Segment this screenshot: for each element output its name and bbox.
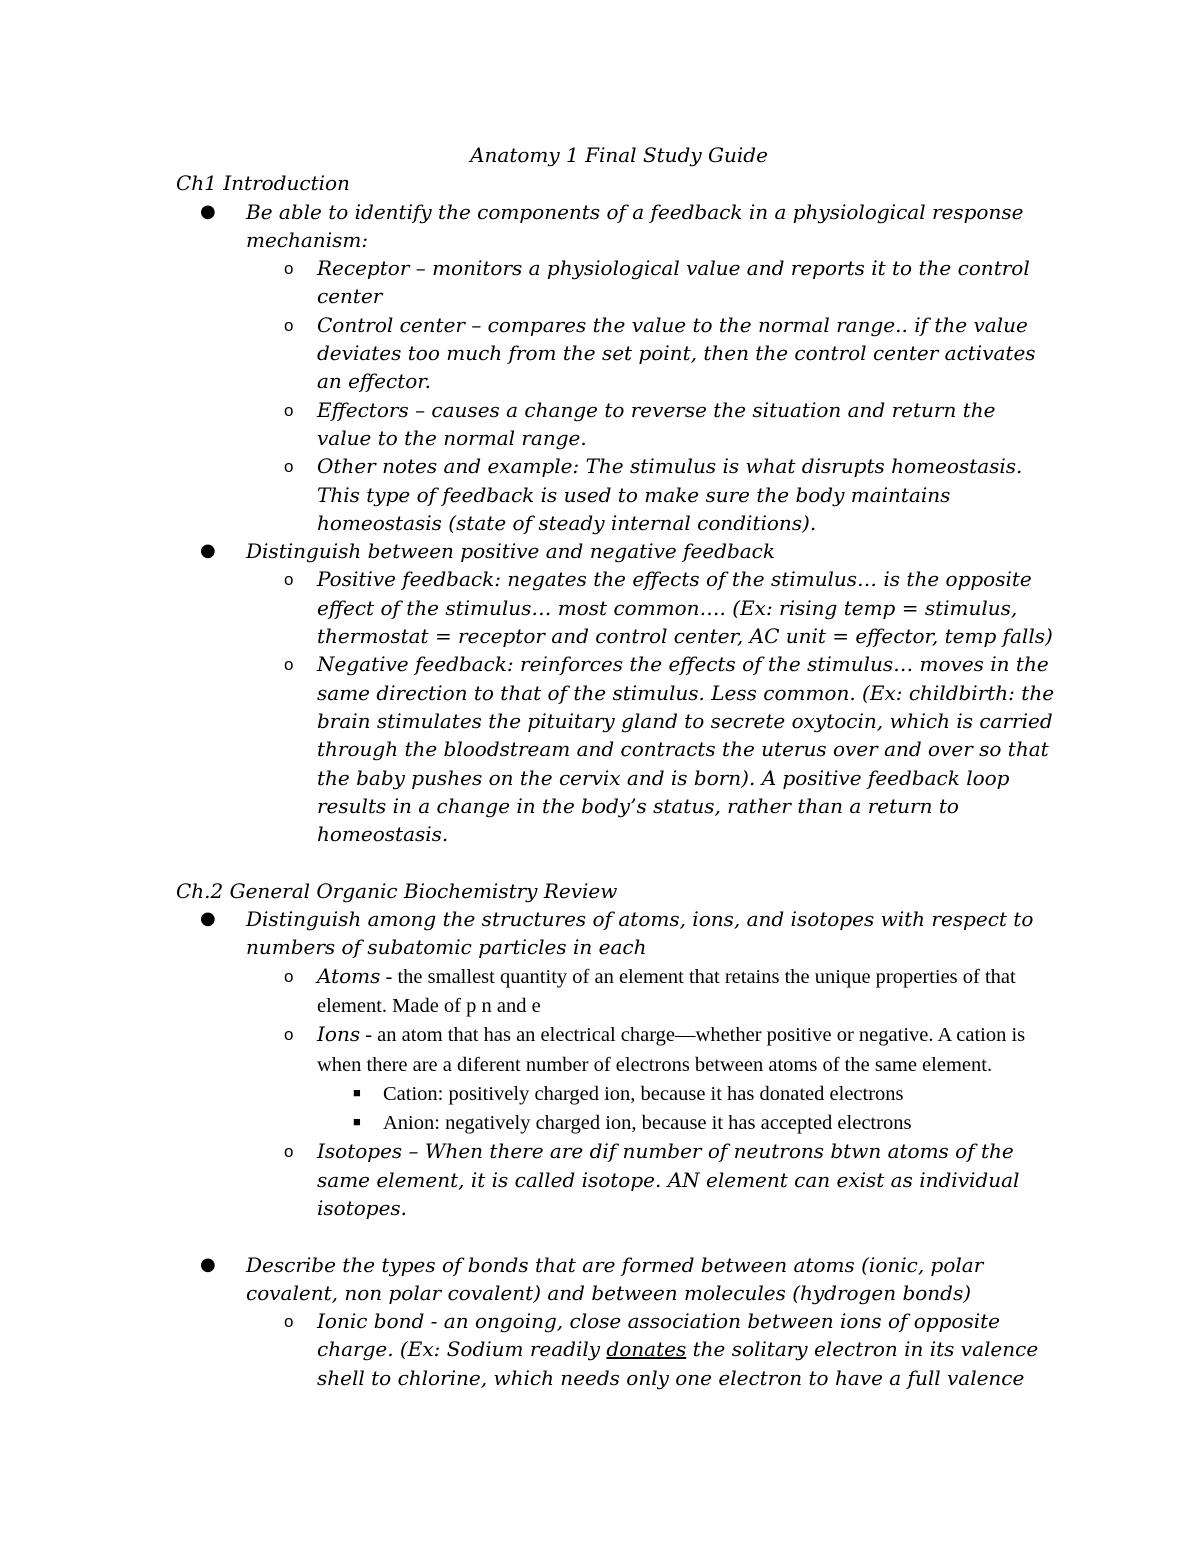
sub-list-item [246,650,1056,848]
document-title: Anatomy 1 Final Study Guide [470,143,768,167]
sub-list-item [246,1307,1056,1392]
sub-list [246,1307,1056,1392]
sub-sub-list-item-text: Cation: positively charged ion, because it has donated electrons [383,1082,904,1105]
sub-list-item [246,565,1056,650]
sub-list-item-text: the solitary electron in its valence shell to chlorine, which needs only one electron to have a full valence [317,1337,1039,1390]
sub-list-item-text: Control center – compares the value to the normal range.. if the value deviates too much from the set point, then the control center activates an effector. [317,312,1036,394]
sub-list-item-text: - an atom that has an electrical charge—whether positive or negative. A cation is when there are a diferent number of electrons between atoms of the same element. [317,1024,1026,1076]
circle-bullet-icon: o [284,1025,294,1045]
underlined-word: donates [606,1337,687,1362]
sub-sub-list-item [317,1079,1056,1108]
sub-list-item-text: Negative feedback: reinforces the effects of the stimulus… moves in the same direction to that of the stimulus. Less common. (Ex: childbirth: the brain stimulates the pituitary gland to secrete oxytocin, which is carried through the bloodstream and contracts the uterus over and over so that the baby pushes on the cervix and is born). A positive feedback loop results in a change in the body’s status, rather than a return to homeostasis. [317,652,1055,847]
sub-list-item-text: - the smallest quantity of an element that retains the unique properties of that element. Made of p n and e [317,965,1016,1017]
circle-bullet-icon: o [284,1142,294,1162]
paragraph-gap [176,1222,1056,1250]
circle-bullet-icon: o [284,655,294,675]
list-item [176,1251,1056,1392]
sub-list [246,565,1056,848]
document-body [176,141,1056,1392]
bullet-icon: ● [200,908,216,930]
term-ions: Ions [317,1022,361,1047]
sub-list-item-text: Isotopes – When there are dif number of neutrons btwn atoms of the same element, it is called isotope. AN element can exist as individual isotopes. [317,1139,1020,1220]
list-item-text: Distinguish among the structures of atoms, ions, and isotopes with respect to numbers of subatomic particles in each [246,907,1034,960]
term-atoms: Atoms [317,963,381,988]
section-ch2 [176,877,1056,1392]
bullet-icon: ● [200,540,216,562]
sub-list-item [246,1020,1056,1137]
sub-list-item-text: Ionic bond - an ongoing, close association between ions of opposite charge. (Ex: Sodium readily [317,1309,1000,1362]
circle-bullet-icon: o [284,570,294,590]
sub-list-item [246,1137,1056,1222]
sub-list-item-text: Receptor – monitors a physiological value and reports it to the control center [317,256,1030,309]
square-bullet-icon: ■ [353,1084,361,1100]
section-heading: Ch1 Introduction [176,171,350,196]
paragraph-gap [176,848,1056,876]
sub-list-item-text: Effectors – causes a change to reverse the situation and return the value to the normal range. [317,397,996,450]
list-item-text: Describe the types of bonds that are formed between atoms (ionic, polar covalent, non polar covalent) and between molecules (hydrogen bonds) [246,1252,984,1305]
circle-bullet-icon: o [284,1312,294,1332]
square-bullet-icon: ■ [353,1114,361,1130]
sub-list [246,254,1056,537]
circle-bullet-icon: o [284,966,294,986]
sub-sub-list-item-text: Anion: negatively charged ion, because it has accepted electrons [383,1112,912,1135]
section-heading: Ch.2 General Organic Biochemistry Review [176,878,618,903]
sub-list-item [246,452,1056,537]
bullet-icon: ● [200,1253,216,1275]
bullet-icon: ● [200,200,216,222]
list-item-text: Distinguish between positive and negative feedback [246,539,775,564]
sub-list-item [246,254,1056,311]
circle-bullet-icon: o [284,315,294,335]
sub-list [246,962,1056,1223]
bullet-list [176,1251,1056,1392]
list-item [176,537,1056,848]
bullet-list [176,905,1056,1222]
circle-bullet-icon: o [284,457,294,477]
circle-bullet-icon: o [284,400,294,420]
sub-list-item-text: Positive feedback: negates the effects of the stimulus… is the opposite effect of the stimulus… most common…. (Ex: rising temp = stimulus, thermostat = receptor and control center, AC unit = effector, temp falls) [317,567,1053,649]
section-ch1 [176,169,1056,848]
list-item-text: Be able to identify the components of a feedback in a physiological response mechanism: [246,199,1024,252]
sub-list-item-text: Other notes and example: The stimulus is what disrupts homeostasis. This type of feedback is used to make sure the body maintains homeostasis (state of steady internal conditions). [317,454,1023,535]
sub-list-item [246,396,1056,453]
list-item [176,905,1056,1222]
sub-sub-list-item [317,1108,1056,1137]
sub-sub-list [317,1079,1056,1138]
list-item [176,198,1056,538]
sub-list-item [246,962,1056,1021]
circle-bullet-icon: o [284,259,294,279]
sub-list-item [246,311,1056,396]
bullet-list [176,198,1056,849]
